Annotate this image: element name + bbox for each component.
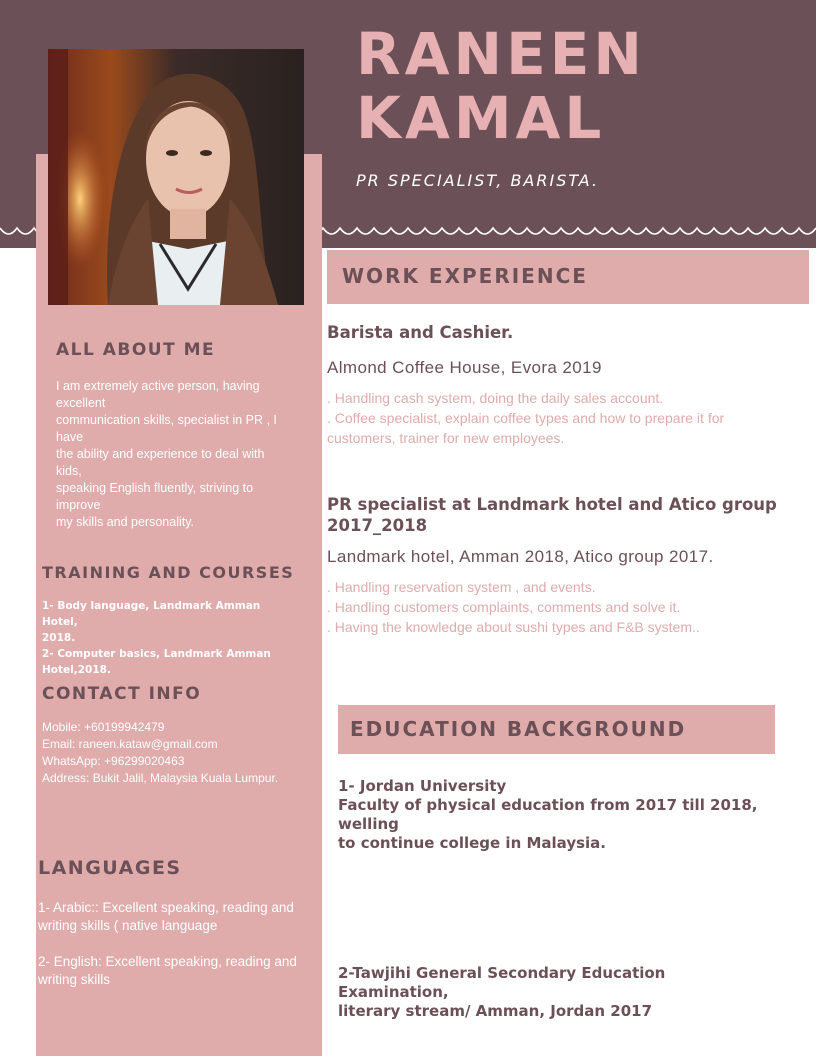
job-title: [327, 494, 812, 536]
education-entry: [338, 964, 808, 1021]
job-title-line: PR specialist at Landmark hotel and Atico group: [327, 495, 777, 514]
job-duties: [327, 388, 807, 448]
education-entry: [338, 777, 808, 853]
language-line: 1- Arabic:: Excellent speaking, reading and: [38, 900, 294, 915]
candidate-name: [356, 22, 646, 150]
contact-heading: CONTACT INFO: [42, 684, 202, 704]
about-line: the ability and experience to deal with: [56, 447, 265, 461]
about-line: speaking English fluently, striving to: [56, 481, 254, 495]
job-title: [327, 322, 807, 343]
languages-heading: LANGUAGES: [38, 857, 182, 879]
contact-mobile: Mobile: +60199942479: [42, 720, 165, 734]
language-arabic: [38, 899, 322, 935]
training-line: 2- Computer basics, Landmark Amman: [42, 648, 271, 660]
profile-photo: [48, 49, 304, 305]
contact-whatsapp: WhatsApp: +96299020463: [42, 754, 185, 768]
name-line-first: RANEEN: [356, 20, 646, 88]
training-line: Hotel,2018.: [42, 664, 111, 676]
job-title-line: Barista and Cashier.: [327, 323, 514, 342]
job-duty: . Handling customers complaints, comments and solve it.: [327, 599, 681, 615]
contact-email: Email: raneen.kataw@gmail.com: [42, 737, 218, 751]
job-place: Almond Coffee House, Evora 2019: [327, 358, 602, 377]
about-line: my skills and personality.: [56, 515, 195, 529]
training-heading: TRAINING AND COURSES: [42, 563, 295, 582]
training-line: 2018.: [42, 632, 76, 644]
education-heading: EDUCATION BACKGROUND: [350, 717, 687, 741]
education-line: welling: [338, 815, 399, 833]
about-line: communication skills, specialist in PR , I: [56, 413, 277, 427]
contact-address: Address: Bukit Jalil, Malaysia Kuala Lumpur.: [42, 771, 279, 785]
work-experience-heading: WORK EXPERIENCE: [342, 264, 588, 288]
contact-info: [42, 719, 320, 787]
about-line: have: [56, 430, 84, 444]
education-line: to continue college in Malaysia.: [338, 834, 606, 852]
about-line: I am extremely active person, having: [56, 379, 260, 393]
job-duty: . Having the knowledge about sushi types and F&B system..: [327, 619, 700, 635]
education-line: Examination,: [338, 983, 449, 1001]
about-heading: ALL ABOUT ME: [56, 340, 216, 360]
about-line: improve: [56, 498, 101, 512]
language-line: writing skills ( native language: [38, 918, 218, 933]
language-line: writing skills: [38, 972, 111, 987]
job-duty: . Coffee specialist, explain coffee types and how to prepare it for: [327, 410, 725, 426]
education-line: Faculty of physical education from 2017 till 2018,: [338, 796, 758, 814]
about-line: kids,: [56, 464, 82, 478]
language-line: 2- English: Excellent speaking, reading and: [38, 954, 297, 969]
education-line: 1- Jordan University: [338, 777, 507, 795]
job-title-line: 2017_2018: [327, 516, 428, 535]
education-line: literary stream/ Amman, Jordan 2017: [338, 1002, 653, 1020]
about-line: excellent: [56, 396, 106, 410]
job-duties: [327, 577, 807, 637]
job-place: Landmark hotel, Amman 2018, Atico group 2017.: [327, 547, 714, 566]
name-line-last: KAMAL: [356, 84, 606, 152]
job-subtitle: PR SPECIALIST, BARISTA.: [356, 171, 599, 190]
training-text: [42, 598, 302, 678]
training-line: Hotel,: [42, 616, 78, 628]
about-text: [56, 378, 306, 531]
job-duty: . Handling reservation system , and events.: [327, 579, 596, 595]
education-line: 2-Tawjihi General Secondary Education: [338, 964, 666, 982]
job-duty: . Handling cash system, doing the daily sales account.: [327, 390, 664, 406]
training-line: 1- Body language, Landmark Amman: [42, 600, 261, 612]
job-duty: customers, trainer for new employees.: [327, 430, 565, 446]
language-english: [38, 953, 322, 989]
